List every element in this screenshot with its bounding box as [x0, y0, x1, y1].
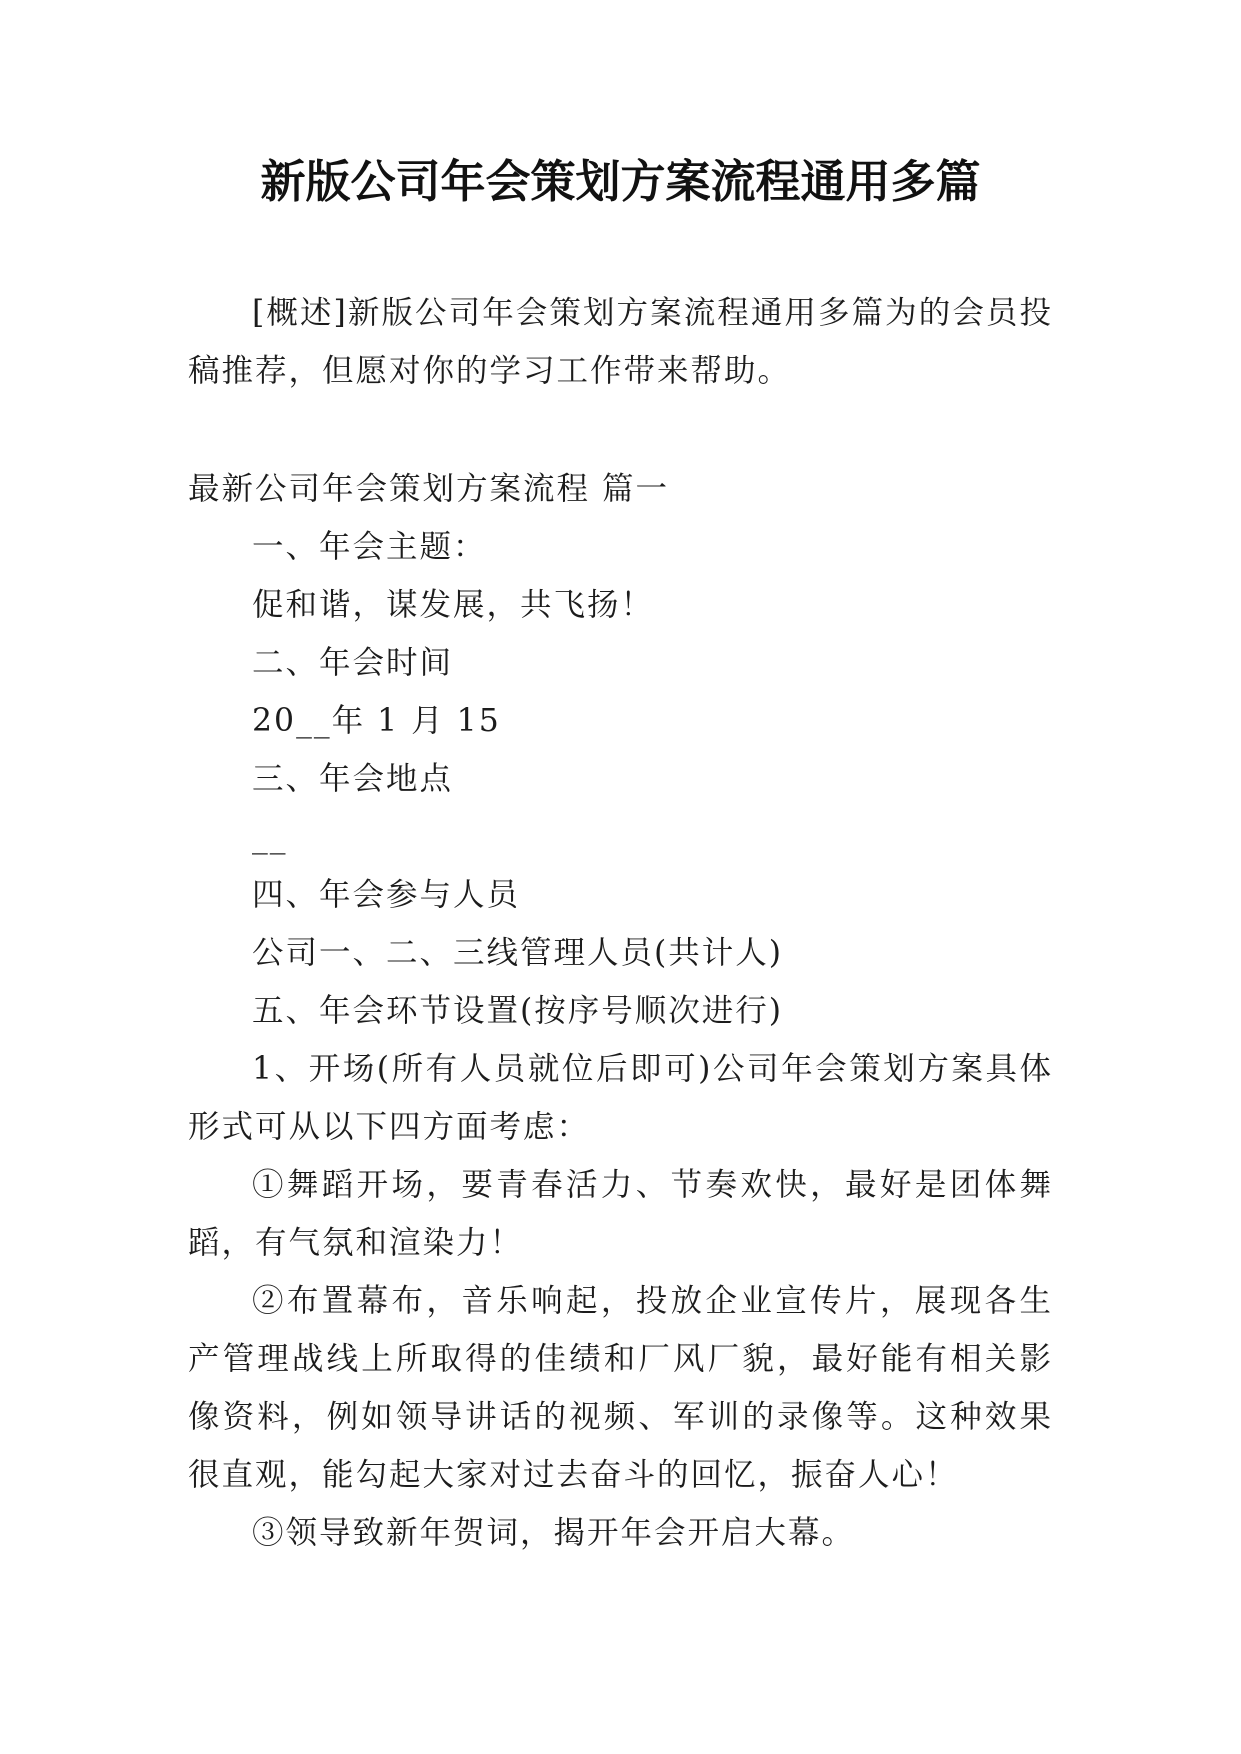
section-heading: 最新公司年会策划方案流程 篇一: [188, 471, 670, 507]
spacer: [188, 400, 1053, 460]
option-1-paragraph: ①舞蹈开场，要青春活力、节奏欢快，最好是团体舞蹈，有气氛和渲染力！: [188, 1167, 1053, 1261]
heading-theme: 一、年会主题：: [252, 529, 487, 565]
option-2-paragraph: ②布置幕布，音乐响起，投放企业宣传片，展现各生产管理战线上所取得的佳绩和厂风厂貌，最好能有相关影像资料，例如领导讲话的视频、军训的录像等。这种效果很直观，能勾起大家对过去奋斗的回忆，振奋人心！: [188, 1283, 1053, 1493]
intro-paragraph: [概述]新版公司年会策划方案流程通用多篇为的会员投稿推荐，但愿对你的学习工作带来帮助。: [188, 295, 1053, 389]
participants-text: 公司一、二、三线管理人员(共计人): [252, 935, 784, 971]
location-text: __: [252, 819, 288, 855]
opening-paragraph: 1、开场(所有人员就位后即可)公司年会策划方案具体形式可从以下四方面考虑：: [188, 1051, 1053, 1145]
heading-location: 三、年会地点: [252, 761, 454, 797]
document-body: [188, 284, 1053, 1562]
heading-participants: 四、年会参与人员: [252, 877, 521, 913]
time-text: 20__年 1 月 15: [252, 703, 501, 739]
option-3-paragraph: ③领导致新年贺词，揭开年会开启大幕。: [252, 1515, 856, 1551]
heading-time: 二、年会时间: [252, 645, 454, 681]
heading-sessions: 五、年会环节设置(按序号顺次进行): [252, 993, 784, 1029]
document-title: 新版公司年会策划方案流程通用多篇: [260, 155, 981, 208]
theme-text: 促和谐，谋发展，共飞扬！: [252, 587, 655, 623]
